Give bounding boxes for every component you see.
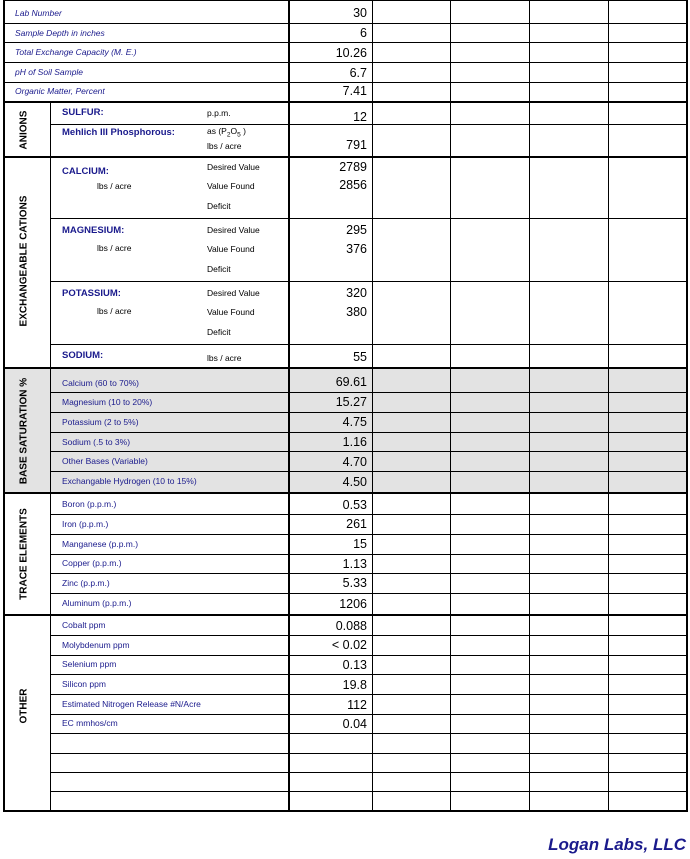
frame-left — [3, 0, 5, 811]
col-divider-2 — [372, 0, 373, 811]
depth-value: 6 — [360, 26, 367, 40]
row-line — [50, 772, 687, 773]
row-line — [50, 218, 687, 219]
potassium-label: POTASSIUM: — [62, 288, 121, 299]
row-line — [50, 655, 687, 656]
magnesium-unit: lbs / acre — [97, 243, 132, 253]
section-title-cations: EXCHANGEABLE CATIONS — [18, 195, 30, 327]
magnesium-found-label: Value Found — [207, 244, 255, 254]
magnesium-desired-label: Desired Value — [207, 225, 260, 235]
base-row-label: Sodium (.5 to 3%) — [62, 437, 131, 447]
row-line — [50, 124, 687, 125]
magnesium-found-value: 376 — [346, 242, 367, 256]
row-line — [50, 451, 687, 452]
potassium-unit: lbs / acre — [97, 306, 132, 316]
trace-row-label: Zinc (p.p.m.) — [62, 578, 110, 588]
base-row-label: Potassium (2 to 5%) — [62, 417, 139, 427]
depth-label: Sample Depth in inches — [15, 28, 105, 38]
phosphorus-value: 791 — [346, 138, 367, 152]
base-row-value: 4.50 — [342, 475, 367, 489]
ph-label: pH of Soil Sample — [15, 67, 84, 77]
section-title-other: OTHER — [18, 688, 30, 724]
sodium-label: SODIUM: — [62, 350, 104, 361]
row-line — [50, 753, 687, 754]
section-divider — [50, 102, 51, 811]
row-line — [50, 281, 687, 282]
base-row-value: 15.27 — [335, 395, 367, 409]
sodium-value: 55 — [353, 350, 367, 364]
calcium-desired-label: Desired Value — [207, 162, 260, 172]
sulfur-label: SULFUR: — [62, 107, 104, 118]
row-line — [4, 42, 687, 43]
calcium-label: CALCIUM: — [62, 166, 109, 177]
sulfur-unit: p.p.m. — [207, 108, 231, 118]
base-row-value: 69.61 — [335, 375, 367, 389]
calcium-desired-value: 2789 — [339, 160, 367, 174]
col-divider-4 — [529, 0, 530, 811]
phosphorus-label: Mehlich III Phosphorous: — [62, 127, 175, 138]
trace-row-value: 1.13 — [342, 557, 367, 571]
row-line — [50, 714, 687, 715]
lab-number-value: 30 — [353, 6, 367, 20]
trace-row-value: 5.33 — [342, 576, 367, 590]
row-line — [50, 593, 687, 594]
trace-row-label: Iron (p.p.m.) — [62, 519, 109, 529]
potassium-found-value: 380 — [346, 305, 367, 319]
magnesium-deficit-label: Deficit — [207, 264, 231, 274]
phosphorus-unit: as ($P_2O_5$ ) — [207, 126, 246, 139]
other-row-label: Molybdenum ppm — [62, 640, 130, 650]
trace-row-value: 261 — [346, 517, 367, 531]
base-row-value: 4.75 — [342, 415, 367, 429]
trace-row-label: Copper (p.p.m.) — [62, 558, 122, 568]
sodium-unit: lbs / acre — [207, 353, 242, 363]
row-line — [50, 344, 687, 345]
section-title-anions: ANIONS — [18, 110, 30, 150]
col-divider-3 — [450, 0, 451, 811]
base-row-label: Other Bases (Variable) — [62, 456, 148, 466]
other-row-label: Estimated Nitrogen Release #N/Acre — [62, 699, 201, 709]
ph-value: 6.7 — [349, 66, 367, 80]
brand-logo-text: Logan Labs, LLC — [548, 835, 686, 854]
other-row-label: Silicon ppm — [62, 679, 106, 689]
section-line — [4, 156, 687, 158]
section-line — [4, 367, 687, 369]
row-line — [4, 62, 687, 63]
tec-value: 10.26 — [335, 46, 367, 60]
calcium-deficit-label: Deficit — [207, 201, 231, 211]
lab-number-label: Lab Number — [15, 8, 62, 18]
sulfur-value: 12 — [353, 110, 367, 124]
row-line — [50, 534, 687, 535]
base-row-label: Calcium (60 to 70%) — [62, 378, 140, 388]
potassium-deficit-label: Deficit — [207, 327, 231, 337]
other-row-label: Selenium ppm — [62, 659, 117, 669]
other-row-label: EC mmhos/cm — [62, 718, 118, 728]
frame-top — [3, 0, 688, 1]
trace-row-value: 15 — [353, 537, 367, 551]
trace-row-value: 1206 — [339, 597, 367, 611]
row-line — [50, 514, 687, 515]
row-line — [50, 674, 687, 675]
section-line — [4, 614, 687, 616]
row-line — [50, 733, 687, 734]
section-title-trace: TRACE ELEMENTS — [18, 508, 30, 600]
frame-bottom — [3, 810, 688, 812]
row-line — [4, 23, 687, 24]
base-row-value: 4.70 — [342, 455, 367, 469]
row-line — [50, 694, 687, 695]
phosphorus-unit2: lbs / acre — [207, 141, 242, 151]
other-row-value: 0.088 — [335, 619, 367, 633]
row-line — [50, 471, 687, 472]
trace-row-label: Manganese (p.p.m.) — [62, 539, 139, 549]
magnesium-label: MAGNESIUM: — [62, 225, 125, 236]
base-row-label: Magnesium (10 to 20%) — [62, 397, 153, 407]
potassium-desired-value: 320 — [346, 286, 367, 300]
potassium-found-label: Value Found — [207, 307, 255, 317]
col-divider-5 — [608, 0, 609, 811]
om-value: 7.41 — [342, 84, 367, 98]
other-row-label: Cobalt ppm — [62, 620, 106, 630]
frame-right — [686, 0, 688, 811]
calcium-found-label: Value Found — [207, 181, 255, 191]
trace-row-label: Boron (p.p.m.) — [62, 499, 117, 509]
trace-row-value: 0.53 — [342, 498, 367, 512]
other-row-value: 0.13 — [342, 658, 367, 672]
row-line — [50, 791, 687, 792]
calcium-found-value: 2856 — [339, 178, 367, 192]
section-line — [4, 101, 687, 103]
row-line — [50, 392, 687, 393]
row-line — [50, 432, 687, 433]
trace-row-label: Aluminum (p.p.m.) — [62, 598, 132, 608]
row-line — [4, 82, 687, 83]
other-row-value: 112 — [347, 698, 367, 712]
other-row-value: 0.04 — [342, 717, 367, 731]
row-line — [50, 554, 687, 555]
row-line — [50, 412, 687, 413]
row-line — [50, 635, 687, 636]
base-row-value: 1.16 — [342, 435, 367, 449]
om-label: Organic Matter, Percent — [15, 86, 105, 96]
potassium-desired-label: Desired Value — [207, 288, 260, 298]
base-row-label: Exchangable Hydrogen (10 to 15%) — [62, 476, 197, 486]
other-row-value: < 0.02 — [331, 638, 367, 652]
row-line — [50, 573, 687, 574]
calcium-unit: lbs / acre — [97, 181, 132, 191]
magnesium-desired-value: 295 — [346, 223, 367, 237]
other-row-value: 19.8 — [342, 678, 367, 692]
section-line — [4, 492, 687, 494]
section-title-base-saturation: BASE SATURATION % — [18, 377, 30, 485]
tec-label: Total Exchange Capacity (M. E.) — [15, 47, 137, 57]
